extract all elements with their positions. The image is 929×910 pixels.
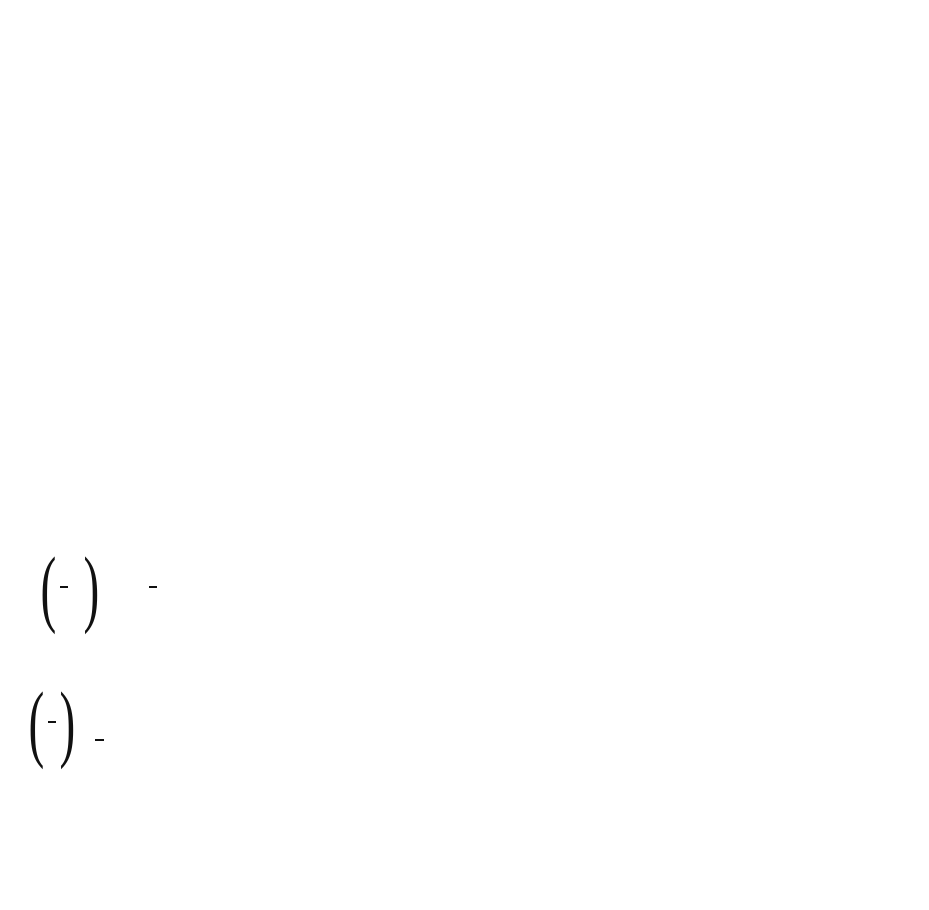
- formula1-fraction2-bar: [149, 586, 157, 588]
- text-line-13: [8, 630, 924, 674]
- formula1-fraction-bar: [60, 586, 68, 588]
- formula2-numerator2: [95, 703, 104, 738]
- formula2-lparen: (: [28, 673, 45, 770]
- formula2-fraction2-bar: [95, 739, 104, 741]
- formula2-rparen: ): [59, 673, 75, 770]
- formula2-fraction2: [95, 703, 104, 740]
- formula2-fraction-bar: [48, 721, 56, 723]
- formula1-rparen: ): [83, 538, 99, 635]
- formula1-lparen: (: [40, 538, 57, 635]
- formula2-fraction: [48, 721, 56, 723]
- formula1-fraction: [60, 586, 68, 588]
- formula-line-1: [8, 538, 924, 635]
- formula1-fraction2: [149, 586, 157, 588]
- formula-line-2: [8, 673, 924, 770]
